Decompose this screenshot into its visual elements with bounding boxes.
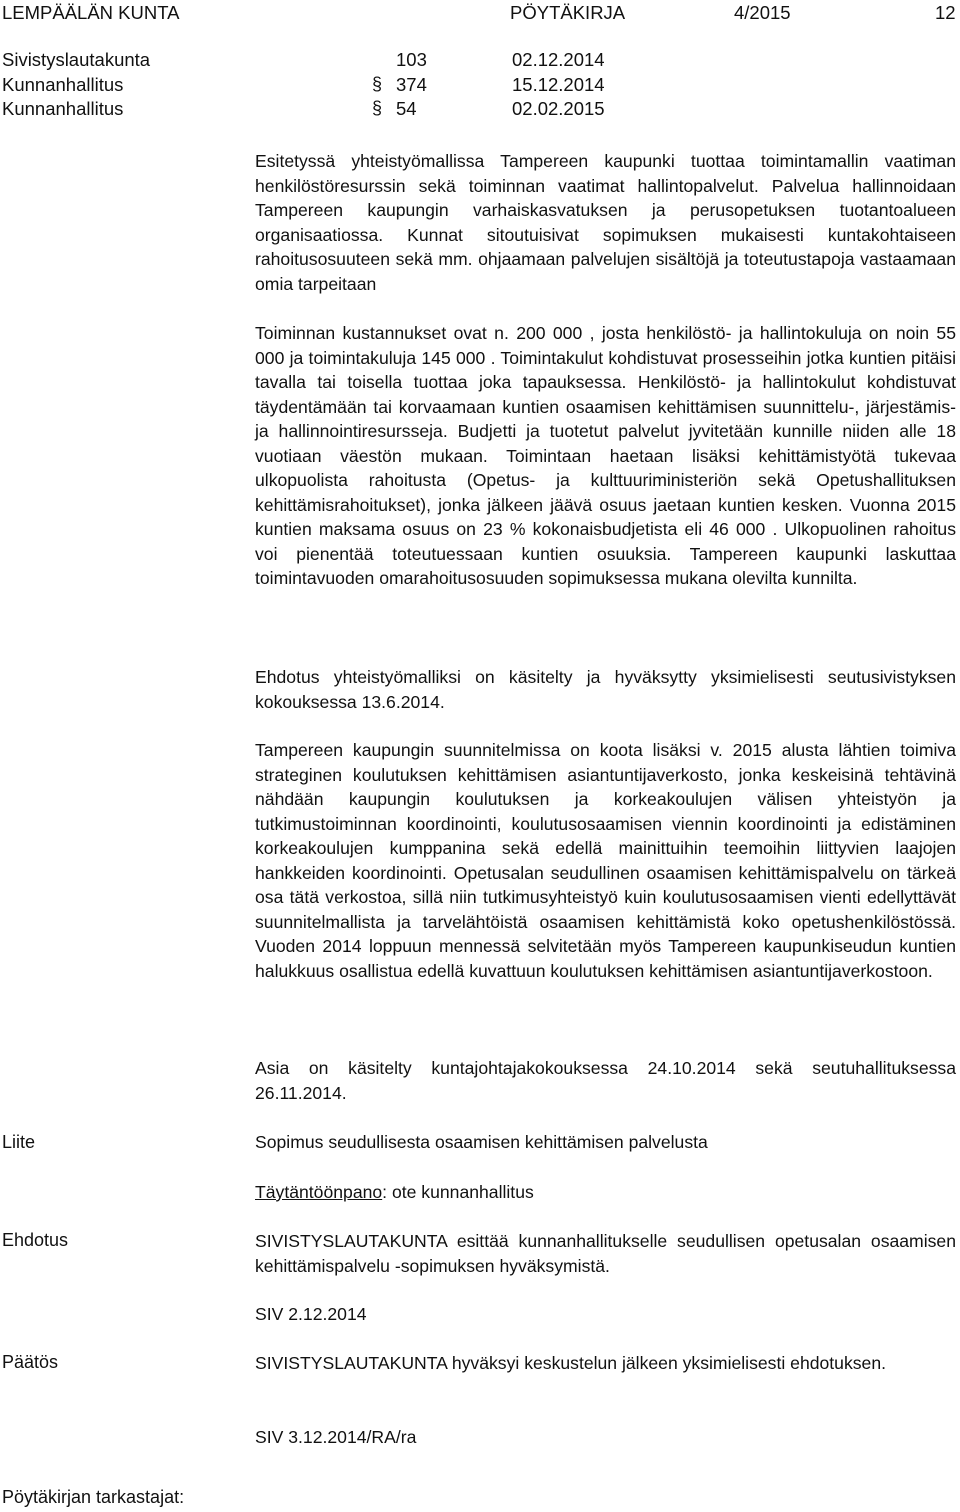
body-paragraph-4 [255,738,956,983]
attachment-text [255,1130,956,1155]
proposal-label: Ehdotus [2,1230,69,1250]
section-mark: § [372,98,383,118]
meeting-reference-row [0,98,700,123]
attachment-label: Liite [2,1132,36,1152]
proposal-paragraph: SIVISTYSLAUTAKUNTA esittää kunnanhallitukselle seudullisen opetusalan osaamisen kehittämispalvelu -sopimuksen hyväksymistä. [255,1231,956,1276]
meeting-body: Kunnanhallitus [2,73,124,95]
body-paragraph-2 [255,321,956,591]
implementation-text: : ote kunnanhallitus [382,1182,534,1202]
proposal-text [255,1229,956,1278]
minutes-checkers-label: Pöytäkirjan tarkastajat: [2,1487,185,1507]
decision-signature [255,1425,956,1450]
section-mark: § [372,73,383,94]
paragraph-text: Esitetyssä yhteistyömallissa Tampereen kaupunki tuottaa toimintamallin vaatiman henkilöstöresurssin sekä toiminnan vaatimat hallintopalvelut. Palvelua hallinnoidaan Tampereen kaupungin varhaiskasvatuksen ja perusopetuksen tuotantoalueen organisaatiossa. Kunnat sitoutuisivat sopimuksen mukaisesti kuntakohtaiseen rahoitusosuuteen sekä mm. ohjaamaan palvelujen sisältöjä ja toteutustapoja vastaamaan omia tarpeitaan [255,151,956,294]
decision-sign-text: SIV 3.12.2014/RA/ra [255,1427,417,1447]
municipality-name: LEMPÄÄLÄN KUNTA [2,2,180,23]
decision-label: Päätös [2,1352,59,1372]
paragraph-text: Tampereen kaupungin suunnitelmissa on koota lisäksi v. 2015 alusta lähtien toimiva strateginen koulutuksen kehittämisen asiantuntijaverkosto, jonka keskeisinä tehtävinä nähdään kaupungin koulutuksen ja korkeakoulujen välisen yhteistyön ja tutkimustoiminnan koordinointi, koulutusosaamisen viennin koordinointi ja edistäminen korkeakoulujen kumppanina sekä edellä mainittuihin teemoihin liittyvien laajojen hankkeiden koordinointi. Opetusalan seudullinen osaamisen kehittämispalvelu on tärkeä osa tätä verkostoa, sillä niin tutkimusyhteistyö kuin koulutusosaamisen vienti edellyttävät suunnitelmallista ja tarvelähtöistä osaamisen kehittämistä koko opetushenkilöstössä. Vuoden 2014 loppuun mennessä selvitetään myös Tampereen kaupunkiseudun kuntien halukkuus osallistua edellä kuvattuun koulutuksen kehittämisen asiantuntijaverkostoon. [255,740,956,981]
page-number: 12 [935,2,956,23]
page-header [0,2,960,26]
implementation-label: Täytäntöönpano [255,1182,383,1202]
paragraph-number: 374 [396,73,427,95]
body-paragraph-1 [255,149,956,296]
paragraph-text: Toiminnan kustannukset ovat n. 200 000 , josta henkilöstö- ja hallintokuluja on noin 55 000 ja toimintakuluja 145 000 . Toimintakulut kohdistuvat prosesseihin jotka kuntien pitäisi tavalla tai toisella tuottaa joka tapauksessa. Henkilöstö- ja hallintokulut kohdistuvat täydentämään tai korvaamaan kuntien osaamisen kehittämisen suunnittelu-, järjestämis- ja hallinnointiresursseja. Budjetti ja tuotetut palvelut jyvitetään kunnille niiden alle 18 vuotiaan väestön mukaan. Toimintaan haetaan lisäksi kehittämistyötä tukevaa ulkopuolista rahoitusta (Opetus- ja kulttuuriministeriön sekä Opetushallituksen kehittämisrahoitukset), jonka jälkeen jäävä osuus jaetaan kuntien kesken. Vuonna 2015 kuntien maksama osuus on 23 % kokonaisbudjetista eli 46 000 . Ulkopuolinen rahoitus voi pienentää toteutuessaan kuntien osuuksia. Tampereen kaupunki laskuttaa toimintavuoden omarahoitusosuuden sopimuksessa mukana olevilta kunnilta. [255,323,956,588]
paragraph-number: 54 [396,98,417,119]
document-number: 4/2015 [734,2,791,23]
meeting-date: 02.02.2015 [512,98,605,119]
proposal-signature [255,1302,956,1327]
attachment-title: Sopimus seudullisesta osaamisen kehittämisen palvelusta [255,1132,708,1152]
body-paragraph-3 [255,665,956,714]
meeting-body: Kunnanhallitus [2,98,124,119]
meeting-reference-row [0,74,700,99]
meeting-date: 02.12.2014 [512,49,605,70]
meeting-body: Sivistyslautakunta [2,49,151,70]
meeting-date: 15.12.2014 [512,73,605,95]
implementation-line [255,1180,956,1205]
paragraph-text: Asia on käsitelty kuntajohtajakokouksessa 24.10.2014 sekä seutuhallituksessa 26.11.2014. [255,1058,956,1103]
meeting-reference-row [0,49,700,74]
document-type: PÖYTÄKIRJA [510,2,626,23]
body-paragraph-5 [255,1056,956,1105]
meeting-references [0,49,700,123]
proposal-sign-text: SIV 2.12.2014 [255,1304,367,1324]
paragraph-text: Ehdotus yhteistyömalliksi on käsitelty ja hyväksytty yksimielisesti seutusivistyksen kokouksessa 13.6.2014. [255,667,956,712]
decision-paragraph: SIVISTYSLAUTAKUNTA hyväksyi keskustelun jälkeen yksimielisesti ehdotuksen. [255,1353,887,1373]
paragraph-number: 103 [396,49,427,70]
decision-text [255,1351,956,1376]
